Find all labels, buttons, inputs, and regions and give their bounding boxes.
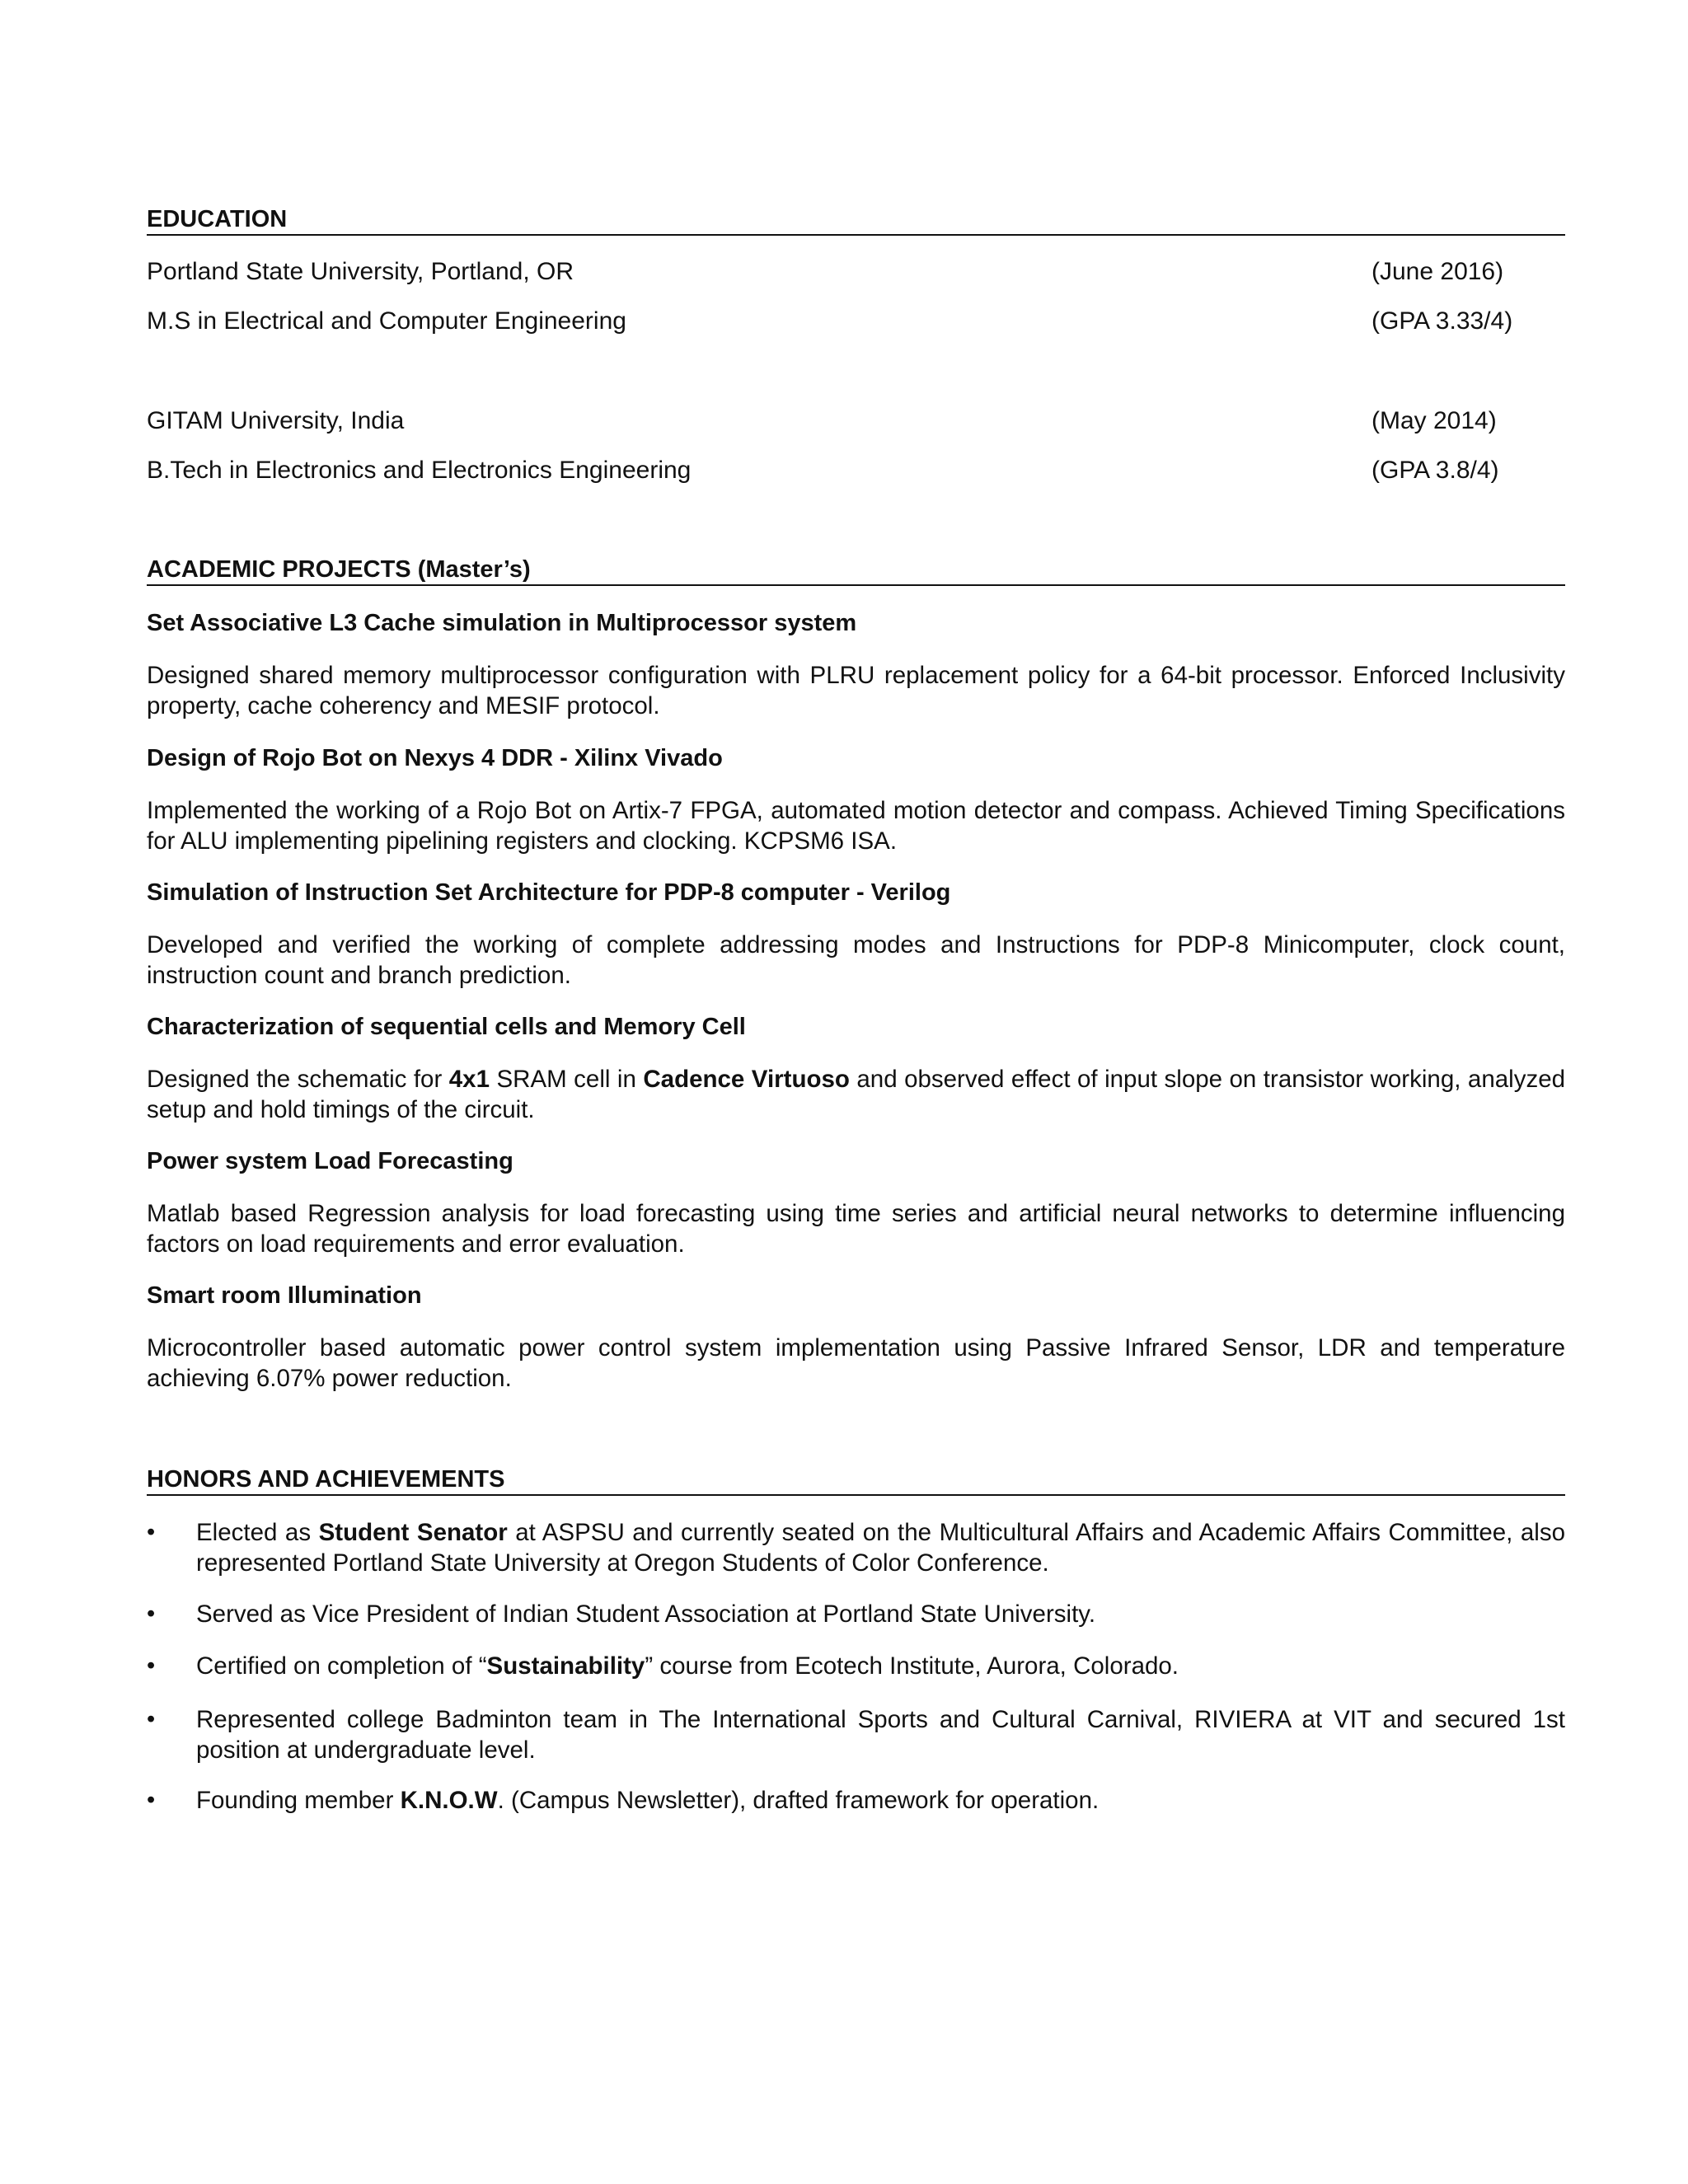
honor-text-part: Served as Vice President of Indian Student Association at Portland State University.	[196, 1601, 1096, 1628]
degree-name: M.S in Electrical and Computer Engineering	[147, 307, 626, 335]
project-title: Set Associative L3 Cache simulation in Multiprocessor system	[147, 610, 857, 636]
projects-heading: ACADEMIC PROJECTS (Master’s)	[147, 555, 1565, 586]
graduation-date: (June 2016)	[1372, 258, 1504, 285]
desc-bold: Cadence Virtuoso	[643, 1066, 850, 1093]
honor-text-bold: Sustainability	[486, 1652, 645, 1680]
honor-text-part: Certified on completion of “	[196, 1652, 487, 1680]
education-row-degree	[147, 456, 1565, 485]
graduation-date: (May 2014)	[1372, 407, 1497, 434]
education-row-school	[147, 406, 1565, 436]
honor-text-part: . (Campus Newsletter), drafted framework for operation.	[497, 1787, 1100, 1814]
bullet-icon: •	[147, 1519, 156, 1545]
bullet-icon: •	[147, 1601, 156, 1627]
honor-text-part: Represented college Badminton team in The International Sports and Cultural Carnival, RIVIERA at VIT and secured 1st position at undergraduate level.	[196, 1706, 1565, 1764]
project-description: Matlab based Regression analysis for load forecasting using time series and artificial neural networks to determine influencing factors on load requirements and error evaluation.	[147, 1200, 1565, 1258]
gpa: (GPA 3.8/4)	[1372, 457, 1499, 484]
honor-text-bold: Student Senator	[318, 1519, 508, 1546]
project-description: Designed shared memory multiprocessor configuration with PLRU replacement policy for a 64-bit processor. Enforced Inclusivity property, cache coherency and MESIF protocol.	[147, 662, 1565, 719]
desc-text: SRAM cell in	[490, 1066, 644, 1093]
honor-text	[196, 1651, 1565, 1681]
desc-text: and observed effect of input slope on transistor working, analyzed setup and hold timings of the circuit.	[147, 1066, 1566, 1123]
honor-text	[196, 1785, 1565, 1816]
desc-text: Designed the schematic for	[147, 1066, 449, 1093]
desc-bold: 4x1	[448, 1066, 490, 1093]
education-heading: EDUCATION	[147, 204, 1565, 236]
project-description: Developed and verified the working of complete addressing modes and Instructions for PDP-8 Minicomputer, clock count, instruction count and branch prediction.	[147, 931, 1565, 989]
bullet-icon: •	[147, 1706, 156, 1732]
honor-text-part: Elected as	[196, 1519, 319, 1546]
gpa: (GPA 3.33/4)	[1372, 307, 1513, 335]
project-description: Microcontroller based automatic power control system implementation using Passive Infrared Sensor, LDR and temperature achieving 6.07% power reduction.	[147, 1334, 1565, 1392]
honor-text-part: at ASPSU and currently seated on the Multicultural Affairs and Academic Affairs Committee, also represented Portland State University at Oregon Students of Color Conference.	[196, 1519, 1565, 1577]
school-name: GITAM University, India	[147, 407, 405, 434]
bullet-icon: •	[147, 1787, 156, 1813]
school-name: Portland State University, Portland, OR	[147, 258, 574, 285]
education-row-school	[147, 257, 1565, 287]
project-title: Smart room Illumination	[147, 1282, 422, 1309]
bullet-icon: •	[147, 1652, 156, 1679]
project-title: Power system Load Forecasting	[147, 1148, 513, 1174]
honor-text	[196, 1599, 1565, 1629]
project-description: Implemented the working of a Rojo Bot on Artix-7 FPGA, automated motion detector and compass. Achieved Timing Specifications for ALU implementing pipelining registers and clocking. KCPSM6 ISA.	[147, 797, 1565, 855]
project-title: Characterization of sequential cells and Memory Cell	[147, 1014, 746, 1040]
honor-text	[196, 1704, 1565, 1765]
education-row-degree	[147, 307, 1565, 336]
honor-text	[196, 1517, 1565, 1578]
project-description	[147, 1064, 1565, 1125]
project-title: Design of Rojo Bot on Nexys 4 DDR - Xilinx Vivado	[147, 745, 723, 771]
degree-name: B.Tech in Electronics and Electronics Engineering	[147, 457, 692, 484]
honor-text-part: ” course from Ecotech Institute, Aurora, Colorado.	[645, 1652, 1179, 1680]
honors-heading: HONORS AND ACHIEVEMENTS	[147, 1465, 1565, 1496]
project-title: Simulation of Instruction Set Architecture for PDP-8 computer - Verilog	[147, 879, 951, 906]
honor-text-bold: K.N.O.W	[400, 1787, 498, 1814]
honor-text-part: Founding member	[196, 1787, 401, 1814]
